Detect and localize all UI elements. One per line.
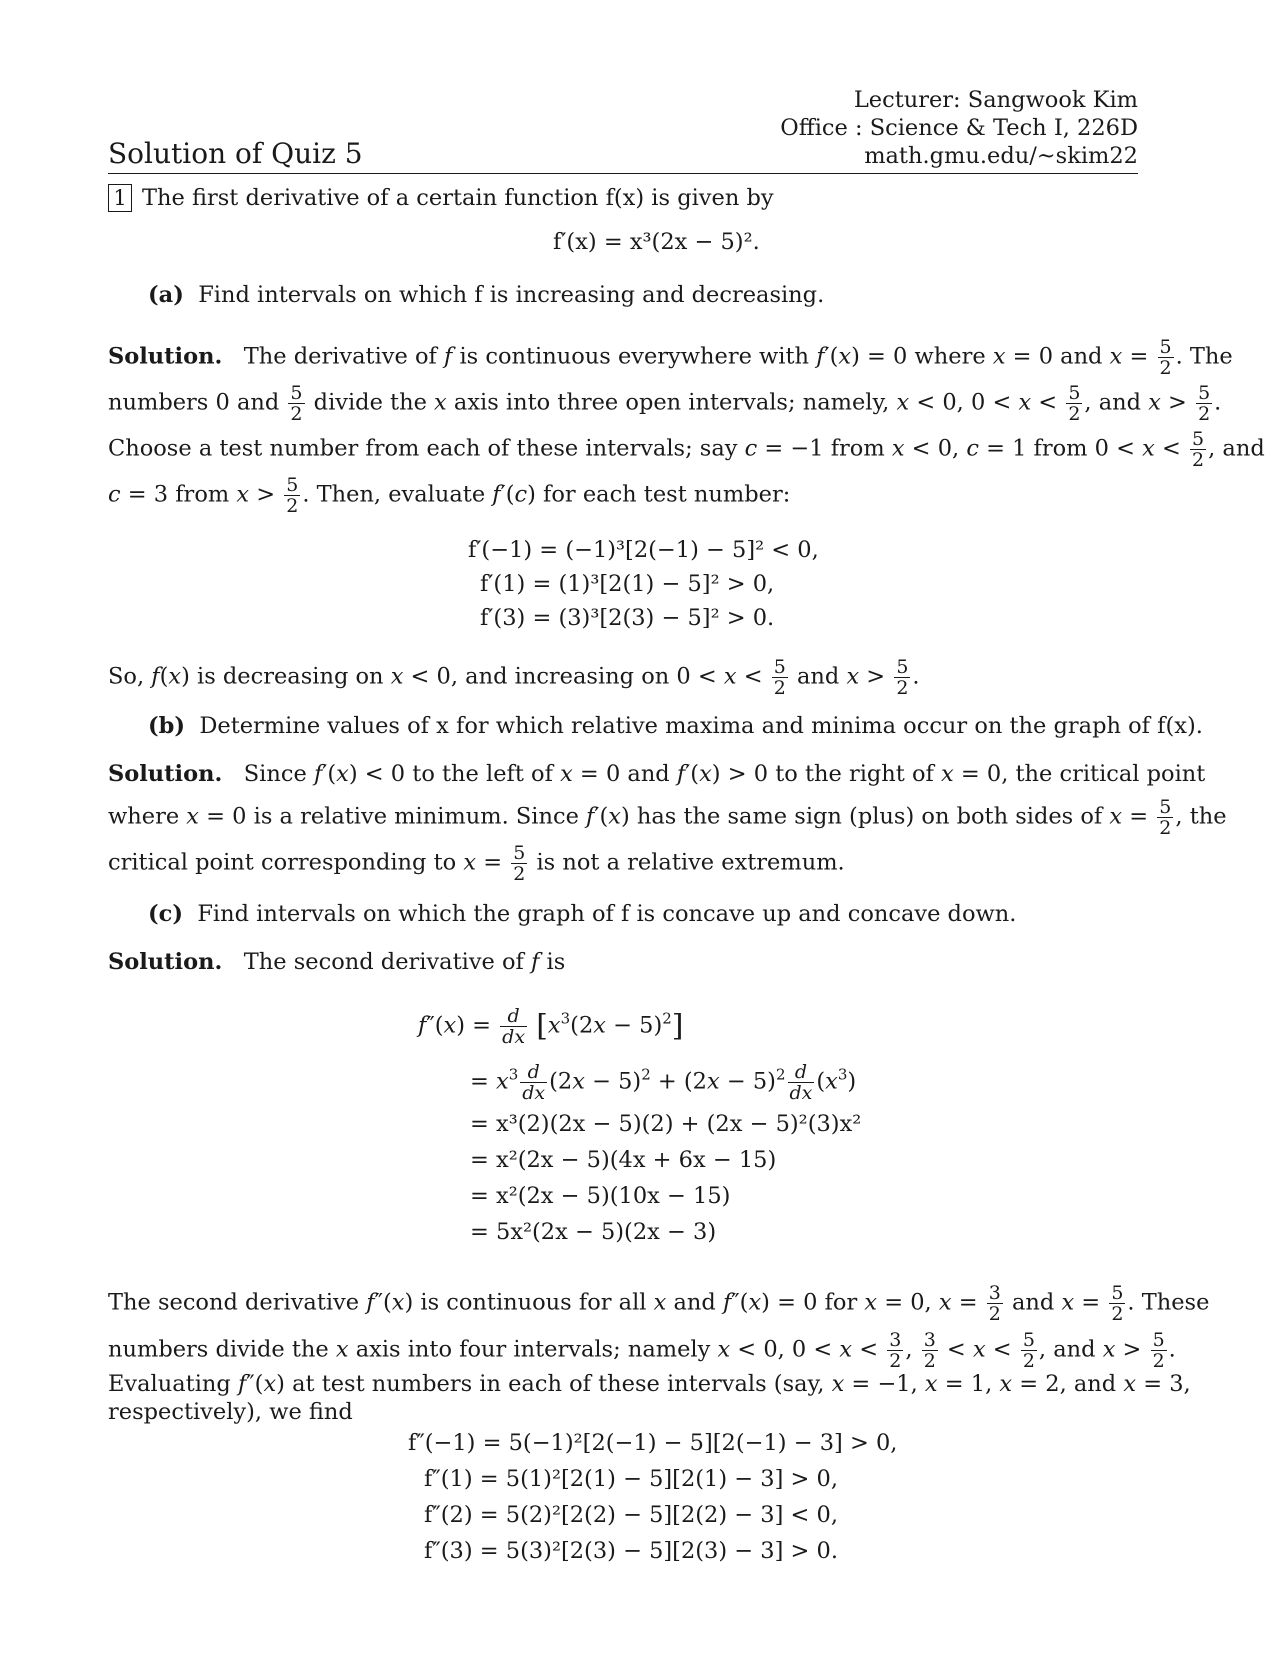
second-derivative-test-3: f″(2) = 5(2)²[2(2) − 5][2(2) − 3] < 0,	[424, 1502, 839, 1528]
problem-number-box: 1	[108, 184, 132, 212]
solution-c-line-4: Evaluating f″(x) at test numbers in each of these intervals (say, x = −1, x = 1, x = 2, and x = 3,	[108, 1371, 1191, 1397]
problem-statement-line	[108, 184, 774, 212]
solution-b-line-3: critical point corresponding to x = $\frac{5}{2}$ is not a relative extremum.	[108, 842, 845, 885]
website-line: math.gmu.edu/~skim22	[864, 143, 1138, 169]
solution-label: Solution.	[108, 761, 223, 787]
solution-c-line-3: numbers divide the x axis into four intervals; namely x < 0, 0 < x < $\frac{3}{2}$ , $\frac{3}{2}$ < x < $\frac{5}{2}$ , and x > $\frac{5}{2}$ .	[108, 1329, 1176, 1372]
solution-b-line-1: Solution. Since f′(x) < 0 to the left of x = 0 and f′(x) > 0 to the right of x = 0, the critical point	[108, 761, 1206, 787]
second-derivative-step-2: = $x^3$ $\frac{d}{dx}$ $(2x - 5)^2 + (2x - 5)^2$ $\frac{d}{dx}$ $(x^3)$	[470, 1061, 857, 1104]
part-b-label: (b)	[148, 713, 186, 739]
solution-a-line-4: c = 3 from x > $\frac{5}{2}$ . Then, evaluate f′(c) for each test number:	[108, 474, 791, 517]
second-derivative-step-5: = x²(2x − 5)(10x − 15)	[470, 1183, 731, 1209]
page-title: Solution of Quiz 5	[108, 137, 363, 170]
office-line: Office : Science & Tech I, 226D	[780, 115, 1138, 141]
second-derivative-test-2: f″(1) = 5(1)²[2(1) − 5][2(1) − 3] > 0,	[424, 1466, 839, 1492]
second-derivative-test-4: f″(3) = 5(3)²[2(3) − 5][2(3) − 3] > 0.	[424, 1538, 839, 1564]
part-a-text: Find intervals on which f is increasing and decreasing.	[198, 282, 825, 308]
solution-b-line-2: where x = 0 is a relative minimum. Since f′(x) has the same sign (plus) on both sides of x = $\frac{5}{2}$ , the	[108, 796, 1227, 839]
given-equation: f′(x) = x³(2x − 5)².	[553, 229, 760, 255]
second-derivative-step-3: = x³(2)(2x − 5)(2) + (2x − 5)²(3)x²	[470, 1111, 862, 1137]
solution-c-line-1: Solution. The second derivative of f is	[108, 949, 566, 975]
part-c-text: Find intervals on which the graph of f is concave up and concave down.	[197, 901, 1017, 927]
solution-c-line-2: The second derivative f″(x) is continuous for all x and f″(x) = 0 for x = 0, x = $\frac{3}{2}$ and x = $\frac{5}{2}$ . These	[108, 1282, 1210, 1325]
part-a-question	[148, 281, 824, 309]
solution-a-line-3: Choose a test number from each of these intervals; say c = −1 from x < 0, c = 1 from 0 < x < $\frac{5}{2}$ , and	[108, 428, 1265, 471]
solution-label: Solution.	[108, 343, 223, 370]
second-derivative-step-1: f″(x) = $\frac{d}{dx}$ $[x^3(2x - 5)^2]$	[418, 1005, 684, 1048]
lecturer-line: Lecturer: Sangwook Kim	[853, 87, 1138, 113]
second-derivative-test-1: f″(−1) = 5(−1)²[2(−1) − 5][2(−1) − 3] > 0,	[408, 1430, 898, 1456]
part-a-label: (a)	[148, 282, 184, 308]
first-derivative-test-2: f′(1) = (1)³[2(1) − 5]² > 0,	[480, 571, 775, 597]
solution-a-conclusion: So, f(x) is decreasing on x < 0, and increasing on 0 < x < $\frac{5}{2}$ and x > $\frac{5}{2}$ .	[108, 656, 920, 699]
solution-a-line-1: Solution. The derivative of f is continuous everywhere with f′(x) = 0 where x = 0 and x = $\frac{5}{2}$ . The	[108, 336, 1233, 379]
part-b-question	[148, 712, 1203, 740]
second-derivative-step-4: = x²(2x − 5)(4x + 6x − 15)	[470, 1147, 777, 1173]
solution-a-line-2: numbers 0 and $\frac{5}{2}$ divide the x axis into three open intervals; namely, x < 0, 0 < x < $\frac{5}{2}$ , and x > $\frac{5}{2}$ .	[108, 382, 1222, 425]
solution-label: Solution.	[108, 949, 223, 975]
problem-statement: The first derivative of a certain function f(x) is given by	[142, 185, 774, 211]
second-derivative-step-6: = 5x²(2x − 5)(2x − 3)	[470, 1219, 717, 1245]
part-c-label: (c)	[148, 901, 183, 927]
first-derivative-test-1: f′(−1) = (−1)³[2(−1) − 5]² < 0,	[468, 537, 819, 563]
first-derivative-test-3: f′(3) = (3)³[2(3) − 5]² > 0.	[480, 605, 775, 631]
part-c-question	[148, 900, 1016, 928]
header-rule	[108, 173, 1138, 174]
part-b-text: Determine values of x for which relative maxima and minima occur on the graph of f(x).	[199, 713, 1203, 739]
solution-c-line-5: respectively), we find	[108, 1399, 353, 1425]
